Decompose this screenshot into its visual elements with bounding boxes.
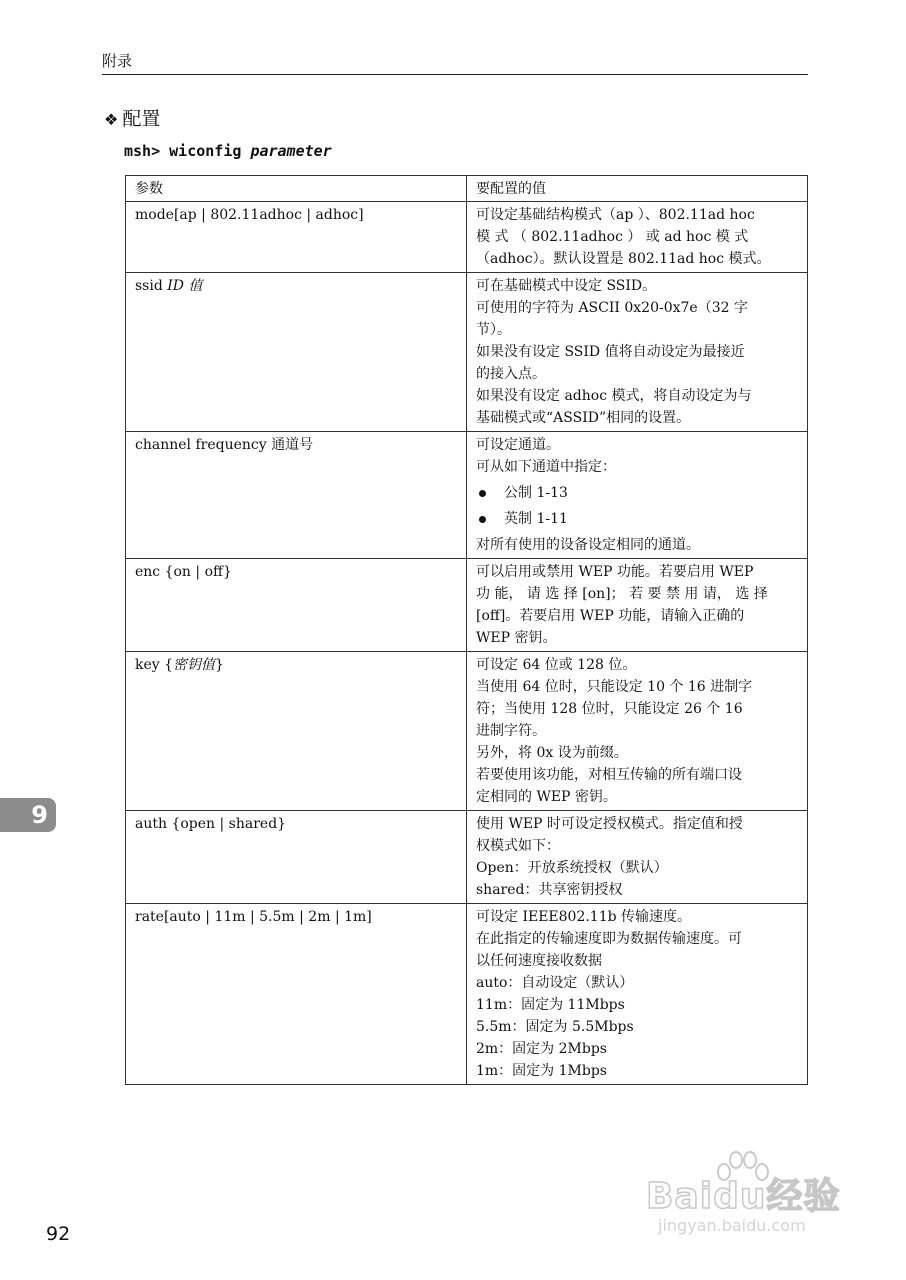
value-line: 可在基础模式中设定 SSID。	[476, 278, 657, 294]
page-header	[102, 50, 808, 75]
header-title: 附录	[102, 52, 133, 70]
value-line: 1m：固定为 1Mbps	[476, 1063, 607, 1079]
value-line: 可从如下通道中指定：	[476, 459, 616, 475]
value-cell	[467, 273, 808, 432]
value-line: 可以启用或禁用 WEP 功能。若要启用 WEP	[476, 564, 754, 580]
table-row	[126, 202, 808, 273]
value-line: 的接入点。	[476, 366, 546, 382]
table-row	[126, 811, 808, 904]
header-cell-value: 要配置的值	[467, 176, 808, 202]
value-line: 当使用 64 位时，只能设定 10 个 16 进制字	[476, 679, 753, 695]
value-line: 如果没有设定 SSID 值将自动设定为最接近	[476, 344, 745, 360]
value-line: 功 能， 请 选 择 [on]； 若 要 禁 用 请， 选 择	[476, 586, 768, 602]
bullet-item	[476, 508, 798, 530]
param-name: channel frequency 通道号	[135, 437, 314, 453]
table-header-row	[126, 176, 808, 202]
value-line: 对所有使用的设备设定相同的通道。	[476, 537, 700, 553]
param-suffix: }	[215, 657, 224, 673]
table-row	[126, 652, 808, 811]
value-cell	[467, 652, 808, 811]
table-row	[126, 273, 808, 432]
chapter-number: 9	[31, 801, 48, 829]
command-prefix: msh> wiconfig	[124, 142, 251, 160]
param-cell	[126, 432, 467, 559]
section-heading	[104, 106, 160, 133]
parameter-table	[125, 175, 808, 1085]
param-placeholder: 密钥值	[173, 657, 216, 673]
bullet-item	[476, 482, 798, 504]
param-cell	[126, 273, 467, 432]
value-line: （adhoc）。默认设置是 802.11ad hoc 模式。	[476, 251, 771, 267]
value-line: 可设定通道。	[476, 437, 560, 453]
value-line: 如果没有设定 adhoc 模式，将自动设定为与	[476, 388, 752, 404]
param-name: auth {open | shared}	[135, 816, 287, 832]
param-name: mode[ap | 802.11adhoc | adhoc]	[135, 207, 364, 223]
value-cell	[467, 559, 808, 652]
value-line: 以任何速度接收数据	[476, 953, 602, 969]
param-cell	[126, 559, 467, 652]
value-cell	[467, 202, 808, 273]
value-line: 5.5m：固定为 5.5Mbps	[476, 1019, 634, 1035]
value-line: 模 式 （ 802.11adhoc ） 或 ad hoc 模 式	[476, 229, 749, 245]
value-line: 在此指定的传输速度即为数据传输速度。可	[476, 931, 742, 947]
value-cell	[467, 811, 808, 904]
param-cell	[126, 202, 467, 273]
value-cell	[467, 904, 808, 1085]
value-line: 节）。	[476, 322, 511, 338]
watermark-url: jingyan.baidu.com	[658, 1216, 806, 1235]
chapter-tab	[0, 798, 56, 832]
value-line: 可设定 64 位或 128 位。	[476, 657, 637, 673]
section-title: 配置	[122, 108, 161, 130]
value-line: 权模式如下：	[476, 838, 560, 854]
bullet-text: 英制 1-11	[504, 511, 568, 527]
value-line: 定相同的 WEP 密钥。	[476, 789, 617, 805]
command-syntax	[124, 141, 332, 161]
bullet-text: 公制 1-13	[504, 485, 568, 501]
value-line: 11m：固定为 11Mbps	[476, 997, 625, 1013]
value-line: 基础模式或“ASSID”相同的设置。	[476, 410, 691, 426]
table-row	[126, 904, 808, 1085]
value-line: auto：自动设定（默认）	[476, 975, 634, 991]
header-cell-param: 参数	[126, 176, 467, 202]
param-name: rate[auto | 11m | 5.5m | 2m | 1m]	[135, 909, 372, 925]
value-line: 若要使用该功能，对相互传输的所有端口设	[476, 767, 742, 783]
param-name: key {	[135, 657, 174, 673]
value-cell	[467, 432, 808, 559]
value-line: 可设定基础结构模式（ap ）、802.11ad hoc	[476, 207, 755, 223]
value-line: 进制字符。	[476, 723, 546, 739]
param-name: ssid	[135, 278, 168, 294]
value-line: Open：开放系统授权（默认）	[476, 860, 668, 876]
param-cell	[126, 811, 467, 904]
watermark-logo: Baidu经验	[646, 1176, 841, 1217]
value-line: 另外，将 0x 设为前缀。	[476, 745, 628, 761]
param-name: enc {on | off}	[135, 564, 232, 580]
value-line: shared：共享密钥授权	[476, 882, 623, 898]
param-placeholder: ID 值	[167, 278, 203, 294]
command-parameter: parameter	[250, 142, 332, 160]
table-row	[126, 432, 808, 559]
value-line: 使用 WEP 时可设定授权模式。指定值和授	[476, 816, 743, 832]
value-line: 符；当使用 128 位时，只能设定 26 个 16	[476, 701, 743, 717]
value-line: 可使用的字符为 ASCII 0x20-0x7e（32 字	[476, 300, 748, 316]
param-cell	[126, 652, 467, 811]
value-line: 2m：固定为 2Mbps	[476, 1041, 607, 1057]
value-line: 可设定 IEEE802.11b 传输速度。	[476, 909, 692, 925]
value-line: [off]。若要启用 WEP 功能，请输入正确的	[476, 608, 745, 624]
value-line: WEP 密钥。	[476, 630, 557, 646]
bullet-dot-icon	[479, 516, 486, 523]
diamond-bullet-icon: ❖	[104, 110, 119, 129]
table-row	[126, 559, 808, 652]
page-number: 92	[46, 1223, 71, 1245]
watermark	[640, 1150, 860, 1246]
bullet-dot-icon	[479, 490, 486, 497]
param-cell	[126, 904, 467, 1085]
